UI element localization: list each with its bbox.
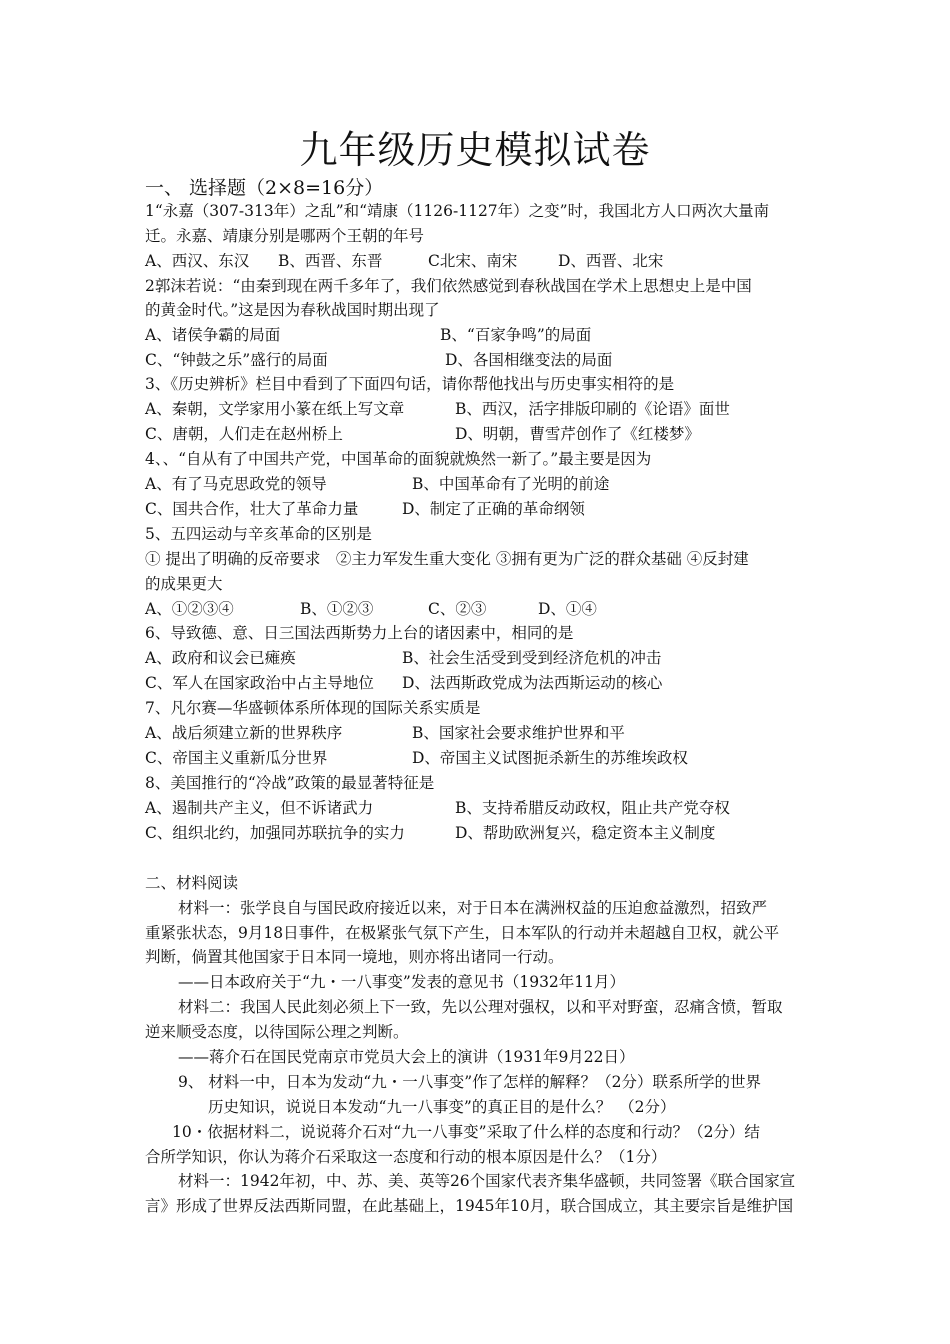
section1-heading: 一、 选择题（2×8=16分） (145, 177, 384, 199)
q6-option-c: C、军人在国家政治中占主导地位 (145, 674, 374, 692)
q8-option-b: B、支持希腊反动政权，阻止共产党夺权 (455, 799, 730, 817)
q7-option-d: D、帝国主义试图扼杀新生的苏维埃政权 (412, 749, 688, 767)
material1-line1: 材料一：张学良自与国民政府接近以来，对于日本在满洲权益的压迫愈益激烈，招致严 (178, 899, 768, 917)
q6-option-b: B、社会生活受到受到经济危机的冲击 (402, 649, 662, 667)
q6-option-d: D、法西斯政党成为法西斯运动的核心 (402, 674, 663, 692)
q3-option-b: B、西汉，活字排版印刷的《论语》面世 (455, 400, 730, 418)
q4-option-a: A、有了马克思政党的领导 (145, 475, 327, 493)
q1-option-d: D、西晋、北宋 (558, 252, 664, 270)
q4-stem-line1: 4、、“自从有了中国共产党，中国革命的面貌就焕然一新了。”最主要是因为 (145, 450, 652, 468)
q6-stem-line1: 6、导致德、意、日三国法西斯势力上台的诸因素中，相同的是 (145, 624, 574, 642)
q9-line2: 历史知识，说说日本发动“九一八事变”的真正目的是什么？ （2分） (208, 1098, 676, 1116)
q5-option-d: D、①④ (538, 600, 597, 618)
q2-option-b: B、“百家争鸣”的局面 (440, 326, 592, 344)
material1-line2: 重紧张状态，9月18日事件，在极紧张气氛下产生，日本军队的行动并未超越自卫权，就公平 (145, 924, 780, 942)
material3-line2: 言》形成了世界反法西斯同盟，在此基础上，1945年10月，联合国成立，其主要宗旨是维护国 (145, 1197, 794, 1215)
q5-option-c: C、②③ (428, 600, 487, 618)
q5-stem-line3: 的成果更大 (145, 575, 223, 593)
q3-stem-line1: 3、《历史辨析》栏目中看到了下面四句话，请你帮他找出与历史事实相符的是 (145, 375, 675, 393)
q8-stem-line1: 8、美国推行的“冷战”政策的最显著特征是 (145, 774, 435, 792)
q1-option-b: B、西晋、东晋 (278, 252, 383, 270)
q3-option-c: C、唐朝，人们走在赵州桥上 (145, 425, 343, 443)
q8-option-a: A、遏制共产主义，但不诉诸武力 (145, 799, 374, 817)
q7-stem-line1: 7、凡尔赛—华盛顿体系所体现的国际关系实质是 (145, 699, 481, 717)
material2-line1: 材料二：我国人民此刻必须上下一致，先以公理对强权，以和平对野蛮，忍痛含愤，暂取 (178, 998, 783, 1016)
q9-line1: 9、 材料一中，日本为发动“九・一八事变”作了怎样的解释？（2分）联系所学的世界 (178, 1073, 762, 1091)
q1-stem-line2: 迁。永嘉、靖康分别是哪两个王朝的年号 (145, 227, 425, 245)
q7-option-c: C、帝国主义重新瓜分世界 (145, 749, 328, 767)
q5-option-a: A、①②③④ (145, 600, 234, 618)
q4-option-d: D、制定了正确的革命纲领 (402, 500, 585, 518)
q1-option-a: A、西汉、东汉 (145, 252, 250, 270)
q4-option-c: C、国共合作，壮大了革命力量 (145, 500, 359, 518)
q2-option-a: A、诸侯争霸的局面 (145, 326, 281, 344)
q1-option-c: C北宋、南宋 (428, 252, 518, 270)
q6-option-a: A、政府和议会已瘫痪 (145, 649, 296, 667)
material3-line1: 材料一：1942年初，中、苏、美、英等26个国家代表齐集华盛顿，共同签署《联合国家宣 (178, 1172, 796, 1190)
q5-stem-line1: 5、五四运动与辛亥革命的区别是 (145, 525, 372, 543)
q10-line2: 合所学知识，你认为蒋介石采取这一态度和行动的根本原因是什么？（1分） (145, 1148, 667, 1166)
q2-option-c: C、“钟鼓之乐”盛行的局面 (145, 351, 328, 369)
q2-stem-line2: 的黄金时代。”这是因为春秋战国时期出现了 (145, 301, 440, 319)
section2-heading: 二、材料阅读 (145, 874, 239, 892)
q2-option-d: D、各国相继变法的局面 (445, 351, 613, 369)
q1-stem-line1: 1“永嘉（307-313年）之乱”和“靖康（1126-1127年）之变”时，我国北方人口两次大量南 (145, 202, 770, 220)
material1-line3: 判断，倘置其他国家于日本同一境地，则亦将出诸同一行动。 (145, 948, 564, 966)
q7-option-a: A、战后须建立新的世界秩序 (145, 724, 343, 742)
q4-option-b: B、中国革命有了光明的前途 (412, 475, 610, 493)
q2-stem-line1: 2郭沫若说：“由秦到现在两千多年了，我们依然感觉到春秋战国在学术上思想史上是中国 (145, 277, 752, 295)
material2-source: ——蒋介石在国民党南京市党员大会上的演讲（1931年9月22日） (178, 1048, 635, 1066)
material2-line2: 逆来顺受态度，以待国际公理之判断。 (145, 1023, 409, 1041)
page-title: 九年级历史模拟试卷 (299, 128, 651, 172)
q8-option-d: D、帮助欧洲复兴，稳定资本主义制度 (455, 824, 716, 842)
material1-source: ——日本政府关于“九・一八事变”发表的意见书（1932年11月） (178, 973, 626, 991)
q10-line1: 10・依据材料二，说说蒋介石对“九一八事变”采取了什么样的态度和行动？（2分）结 (172, 1123, 760, 1141)
q7-option-b: B、国家社会要求维护世界和平 (412, 724, 625, 742)
q5-stem-line2: ① 提出了明确的反帝要求 ②主力军发生重大变化 ③拥有更为广泛的群众基础 ④反封建 (145, 550, 749, 568)
q8-option-c: C、组织北约，加强同苏联抗争的实力 (145, 824, 405, 842)
q3-option-d: D、明朝，曹雪芹创作了《红楼梦》 (455, 425, 700, 443)
q3-option-a: A、秦朝，文学家用小篆在纸上写文章 (145, 400, 405, 418)
q5-option-b: B、①②③ (300, 600, 374, 618)
